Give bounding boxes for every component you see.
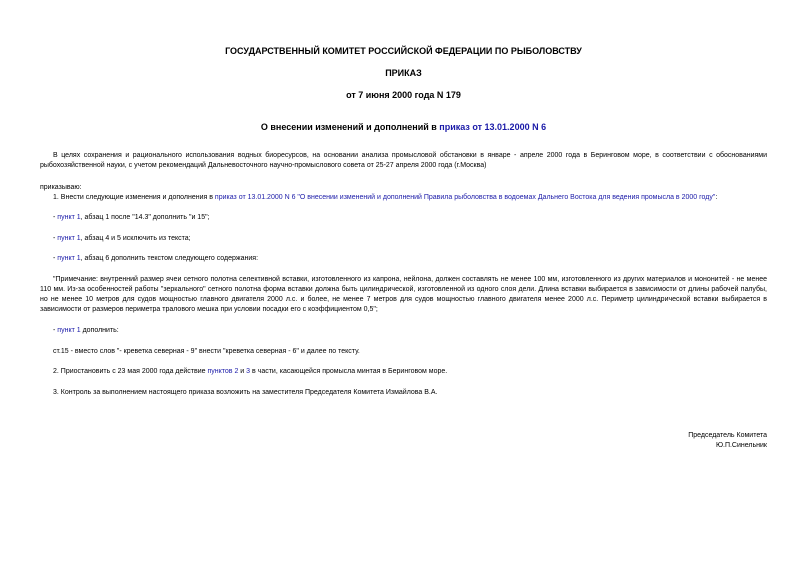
sub-item-4-text: дополнить: <box>80 327 119 334</box>
preamble-paragraph: В целях сохранения и рационального использования водных биоресурсов, на основании анализа промысловой обстановки в январе - апреле 2000 года в Беринговом море, в соответствии с обоснованиями рыбохозяйственной науки, с учетом рекомендаций Дальневосточного научно-промыслового совета от 25-27 апреля 2000 года (г.Москва) <box>40 152 767 169</box>
sub-item-3-text: , абзац 6 дополнить текстом следующего содержания: <box>80 255 259 262</box>
sub-item-4-dash: - <box>53 327 58 334</box>
item-3: 3. Контроль за выполнением настоящего приказа возложить на заместителя Председателя Комитета Измайлова В.А. <box>53 389 438 396</box>
item-1 <box>40 193 780 203</box>
document-title-text: О внесении изменений и дополнений в <box>260 122 440 132</box>
sub-item-2-text: , абзац 4 и 5 исключить из текста; <box>80 235 191 242</box>
item-1-order-link[interactable]: приказ от 13.01.2000 N 6 "О внесении изменений и дополнений Правила рыболовства в водоемах Дальнего Востока для ведения промысла в 2000 году" <box>214 194 716 201</box>
sub-item-1-link[interactable]: пункт 1 <box>57 214 81 221</box>
article-15-change: ст.15 - вместо слов "- креветка северная - 9" внести "креветка северная - 6" и далее по тексту. <box>53 348 360 355</box>
sub-item-1 <box>40 213 780 223</box>
sub-item-2-link[interactable]: пункт 1 <box>57 235 81 242</box>
sub-item-2-dash: - <box>53 235 58 242</box>
sub-item-1-text: , абзац 1 после "14.3" дополнить "и 15"; <box>80 214 210 221</box>
note-paragraph: "Примечание: внутренний размер ячеи сетного полотна селективной вставки, изготовленного из капрона, нейлона, должен составлять не менее 100 мм, изготовленного из других материалов и мононитей - не менее 110 мм. Из-за особенностей работы "зеркального" сетного полотна форма вставки должна быть цилиндрической, изготовленной из одного слоя дели. Длина вставки выбирается в зависимости от длины рабочей палубы, но не менее 10 метров для судов мощностью главного двигателя 2000 л.с. и более, не менее 7 метров для судов мощностью главного двигателя менее 2000 л.с. Периметр цилиндрической вставки выбирается в зависимости от размеров периметра тралового мешка при условии посадки его с коэффициентом 0,5"; <box>40 276 767 313</box>
item-2-link-points-2[interactable]: пунктов 2 <box>207 368 239 375</box>
sub-item-1-dash: - <box>53 214 58 221</box>
item-1-text: 1. Внести следующие изменения и дополнения в <box>53 194 215 201</box>
document-date-number: от 7 июня 2000 года N 179 <box>346 90 461 100</box>
item-2-tail: в части, касающейся промысла минтая в Беринговом море. <box>250 368 448 375</box>
sub-item-3 <box>40 254 780 264</box>
sub-item-4 <box>40 326 780 336</box>
document-title <box>0 122 807 133</box>
signature-position: Председатель Комитета <box>688 432 767 439</box>
document-type-heading: ПРИКАЗ <box>385 68 422 78</box>
organization-heading: ГОСУДАРСТВЕННЫЙ КОМИТЕТ РОССИЙСКОЙ ФЕДЕРАЦИИ ПО РЫБОЛОВСТВУ <box>225 46 582 56</box>
item-2-and: и <box>238 368 247 375</box>
sub-item-2 <box>40 234 780 244</box>
sub-item-3-link[interactable]: пункт 1 <box>57 255 81 262</box>
sub-item-3-dash: - <box>53 255 58 262</box>
item-1-colon: : <box>715 194 718 201</box>
sub-item-4-link[interactable]: пункт 1 <box>57 327 81 334</box>
item-2 <box>40 367 780 377</box>
title-order-link[interactable]: приказ от 13.01.2000 N 6 <box>439 122 547 132</box>
item-2-text: 2. Приостановить с 23 мая 2000 года действие <box>53 368 208 375</box>
item-2-link-point-3[interactable]: 3 <box>246 368 251 375</box>
signature-name: Ю.П.Синельник <box>715 442 767 449</box>
order-word: приказываю: <box>40 184 82 191</box>
